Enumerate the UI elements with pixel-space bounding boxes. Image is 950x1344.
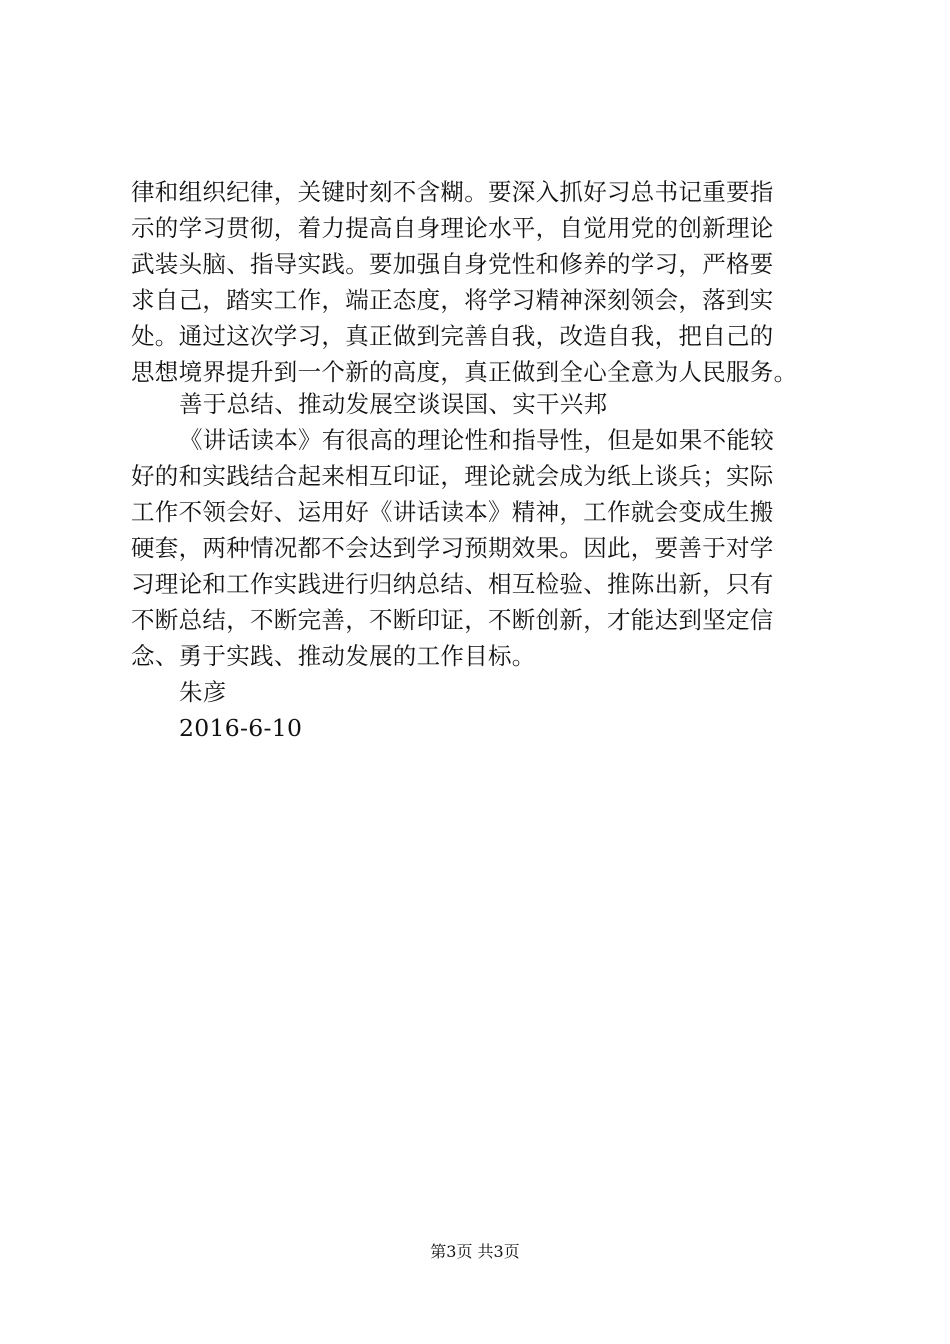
paragraph-line: 不断总结，不断完善，不断印证，不断创新，才能达到坚定信 [131, 606, 774, 634]
paragraph-line: 工作不领会好、运用好《讲话读本》精神，工作就会变成生搬 [131, 498, 774, 526]
page-footer [0, 1242, 950, 1262]
author-name: 朱彦 [179, 678, 227, 706]
paragraph-line: 求自己，踏实工作，端正态度，将学习精神深刻领会，落到实 [131, 286, 774, 314]
paragraph-continued [131, 174, 851, 390]
page-number: 第3页 共3页 [430, 1242, 520, 1261]
paragraph-line: 武装头脑、指导实践。要加强自身党性和修养的学习，严格要 [131, 250, 774, 278]
paragraph-line: 习理论和工作实践进行归纳总结、相互检验、推陈出新，只有 [131, 570, 774, 598]
paragraph-line: 示的学习贯彻，着力提高自身理论水平，自觉用党的创新理论 [131, 214, 774, 242]
paragraph-line: 《讲话读本》有很高的理论性和指导性，但是如果不能较 [179, 426, 774, 454]
paragraph-line: 硬套，两种情况都不会达到学习预期效果。因此，要善于对学 [131, 534, 774, 562]
paragraph-line: 思想境界提升到一个新的高度，真正做到全心全意为人民服务。 [131, 358, 798, 386]
section-heading: 善于总结、推动发展空谈误国、实干兴邦 [179, 390, 608, 418]
paragraph-line: 念、勇于实践、推动发展的工作目标。 [131, 642, 536, 670]
paragraph-line: 好的和实践结合起来相互印证，理论就会成为纸上谈兵；实际 [131, 462, 774, 490]
paragraph-line: 律和组织纪律，关键时刻不含糊。要深入抓好习总书记重要指 [131, 178, 774, 206]
section-2 [131, 386, 851, 746]
document-date: 2016-6-10 [179, 714, 303, 742]
paragraph-line: 处。通过这次学习，真正做到完善自我，改造自我，把自己的 [131, 322, 774, 350]
